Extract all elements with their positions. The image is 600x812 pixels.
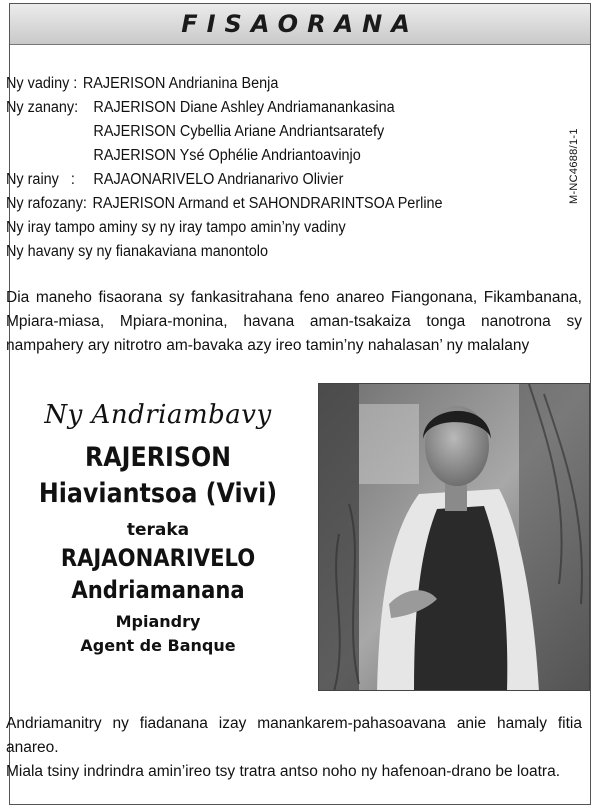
closing-paragraph	[6, 712, 582, 784]
born-label: teraka	[126, 520, 190, 540]
family-value: RAJERISON Ysé Ophélie Andriantoavinjo	[93, 147, 361, 164]
family-list	[6, 72, 443, 264]
maiden-surname: RAJAONARIVELO	[60, 544, 256, 572]
closing-blessing: Andriamanitry ny fiadanana izay manankarem-pahasoavana anie hamaly fitia anareo.	[6, 715, 582, 756]
family-value: RAJERISON Diane Ashley Andriamanankasina	[93, 99, 395, 116]
family-label: Ny zanany:	[6, 99, 79, 116]
portrait-image	[319, 384, 590, 691]
family-row-spouse	[6, 72, 443, 96]
family-line-siblings: Ny iray tampo aminy sy ny iray tampo amin’ny vadiny	[6, 219, 346, 236]
church-role: Mpiandry	[115, 612, 201, 631]
maiden-given-name: Andriamanana	[71, 576, 245, 604]
deceased-surname: RAJERISON	[84, 442, 232, 473]
portrait-photo	[318, 383, 590, 691]
deceased-block	[10, 400, 306, 658]
family-row-children	[6, 96, 443, 168]
family-label: Ny vadiny :	[6, 75, 78, 92]
family-label: Ny rafozany:	[6, 195, 87, 212]
occupation: Agent de Banque	[80, 636, 236, 655]
family-label: Ny rainy :	[6, 171, 75, 188]
family-value: RAJERISON Cybellia Ariane Andriantsaratefy	[93, 123, 385, 140]
header-banner	[10, 4, 590, 45]
family-line-relatives: Ny havany sy ny fianakaviana manontolo	[6, 243, 269, 260]
family-value: RAJAONARIVELO Andrianarivo Olivier	[93, 171, 344, 188]
reference-code: M-NC4688/1-1	[568, 128, 580, 204]
thanks-paragraph: Dia maneho fisaorana sy fankasitrahana feno anareo Fiangonana, Fikambanana, Mpiara-miasa, Mpiara-monina, havana aman-tsakaiza tonga nanotrona sy nampahery ary nitrotro am-bavaka azy ireo tamin’ny nahalasan’ ny malalany	[6, 289, 582, 354]
notice-title: FISAORANA	[181, 10, 419, 38]
deceased-given-name: Hiaviantsoa (Vivi)	[38, 478, 278, 509]
family-row-in-laws	[6, 192, 443, 216]
honorific: Ny Andriambavy	[44, 400, 272, 430]
closing-apology: Miala tsiny indrindra amin’ireo tsy tratra antso noho ny hafenoan-drano be loatra.	[6, 763, 561, 780]
family-value: RAJERISON Andrianina Benja	[82, 75, 279, 92]
family-row-father	[6, 168, 443, 192]
family-value: RAJERISON Armand et SAHONDRARINTSOA Perline	[92, 195, 443, 212]
